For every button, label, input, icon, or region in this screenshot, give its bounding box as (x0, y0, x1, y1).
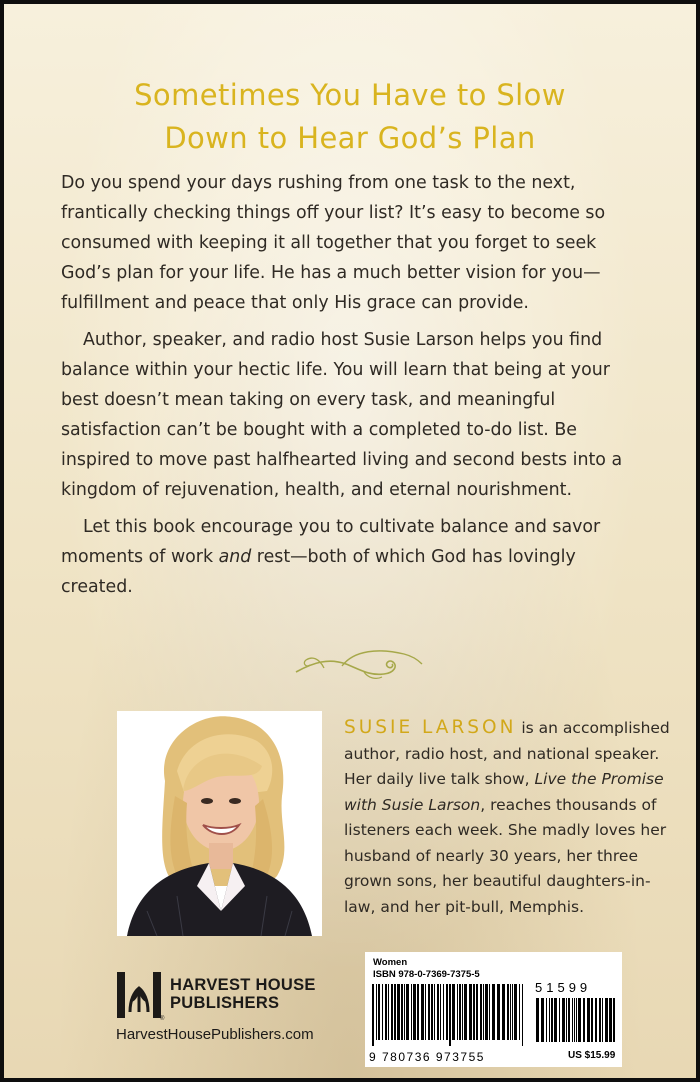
isbn-barcode (371, 984, 526, 1046)
author-bio (344, 715, 674, 920)
author-name: SUSIE LARSON (344, 717, 517, 738)
description-paragraph-1: Do you spend your days rushing from one task to the next, frantically checking things off your list? It’s easy to become so consumed with keeping it all together that you forget to seek God’s plan for your life. He has a much better vision for you—fulfillment and peace that only His grace can provide. (61, 173, 606, 313)
barcode-extension-number: 51599 (535, 980, 592, 995)
bio-text-2: , reaches thousands of listeners each week. She madly loves her husband of nearly 30 years, her three grown sons, her beautiful daughters-in-law, and her pit-bull, Memphis. (344, 795, 667, 916)
publisher-line-2: PUBLISHERS (170, 994, 280, 1012)
price-barcode (535, 998, 617, 1048)
headline-line-2: Down to Hear God’s Plan (164, 121, 536, 155)
author-photo (117, 711, 322, 936)
barcode-panel (365, 952, 622, 1067)
price-label: US $15.99 (568, 1050, 616, 1061)
paragraph-3-text-b: rest—both of which God has lovingly created. (61, 547, 576, 597)
bio-text-1: is an accomplished author, radio host, and national speaker. Her daily live talk show, (344, 719, 670, 788)
barcode-digits: 9 780736 973755 (369, 1050, 485, 1064)
publisher-website: HarvestHousePublishers.com (116, 1026, 314, 1043)
paragraph-3-emphasis: and (218, 547, 252, 567)
description-paragraph-3 (61, 512, 645, 602)
description (61, 168, 645, 609)
publisher-name (170, 976, 316, 1012)
barcode-isbn: ISBN 978-0-7369-7375-5 (373, 969, 480, 980)
description-paragraph-2: Author, speaker, and radio host Susie Larson helps you find balance within your hectic life. You will learn that being at your best doesn’t mean taking on every task, and meaningful satisfaction can’t be bought with a completed to-do list. Be inspired to move past halfhearted living and second bests into a kingdom of rejuvenation, health, and eternal nourishment. (61, 330, 623, 500)
flourish-ornament (294, 644, 424, 684)
publisher-line-1: HARVEST HOUSE (170, 976, 316, 994)
show-title: Live the Promise with Susie Larson (344, 770, 664, 814)
harvest-house-logo-icon (116, 970, 165, 1022)
headline (4, 74, 696, 160)
author-portrait-image (117, 711, 322, 936)
headline-line-1: Sometimes You Have to Slow (134, 78, 566, 112)
registered-mark: ® (160, 1016, 165, 1022)
barcode-category: Women (373, 957, 408, 968)
paragraph-3-text-a: Let this book encourage you to cultivate balance and savor moments of work (61, 517, 601, 567)
